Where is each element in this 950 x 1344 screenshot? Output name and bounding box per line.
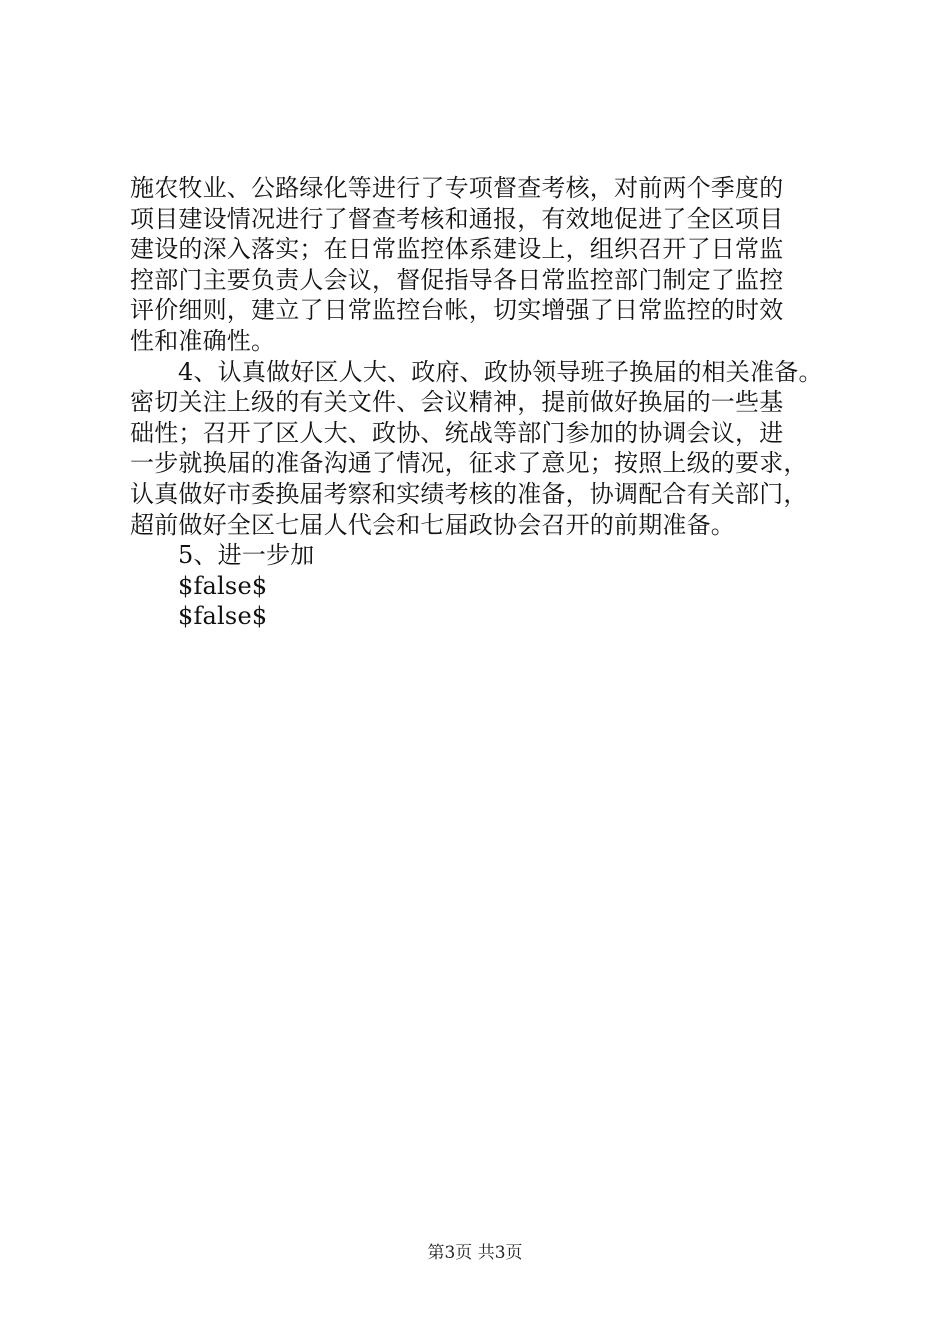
- body-line-2: 项目建设情况进行了督查考核和通报，有效地促进了全区项目: [130, 204, 784, 233]
- placeholder-line-1: $false$: [178, 571, 268, 600]
- body-line-10: 一步就换届的准备沟通了情况，征求了意见；按照上级的要求，: [130, 449, 808, 478]
- body-line-6: 性和准确性。: [130, 326, 276, 355]
- placeholder-line-2: $false$: [178, 602, 268, 631]
- body-line-4: 控部门主要负责人会议，督促指导各日常监控部门制定了监控: [130, 265, 784, 294]
- body-line-9: 础性；召开了区人大、政协、统战等部门参加的协调会议，进: [130, 418, 784, 447]
- body-line-12: 超前做好全区七届人代会和七届政协会召开的前期准备。: [130, 510, 735, 539]
- section-4-heading-line: 4、认真做好区人大、政府、政协领导班子换届的相关准备。: [178, 357, 823, 386]
- section-5-line: 5、进一步加: [178, 541, 315, 570]
- body-line-5: 评价细则，建立了日常监控台帐，切实增强了日常监控的时效: [130, 296, 784, 325]
- body-line-11: 认真做好市委换届考察和实绩考核的准备，协调配合有关部门，: [130, 479, 808, 508]
- document-body: [130, 173, 850, 632]
- body-line-8: 密切关注上级的有关文件、会议精神，提前做好换届的一些基: [130, 388, 784, 417]
- body-line-1: 施农牧业、公路绿化等进行了专项督查考核，对前两个季度的: [130, 174, 784, 202]
- page-number-footer: 第3页 共3页: [427, 1243, 523, 1263]
- body-line-3: 建设的深入落实；在日常监控体系建设上，组织召开了日常监: [130, 235, 784, 264]
